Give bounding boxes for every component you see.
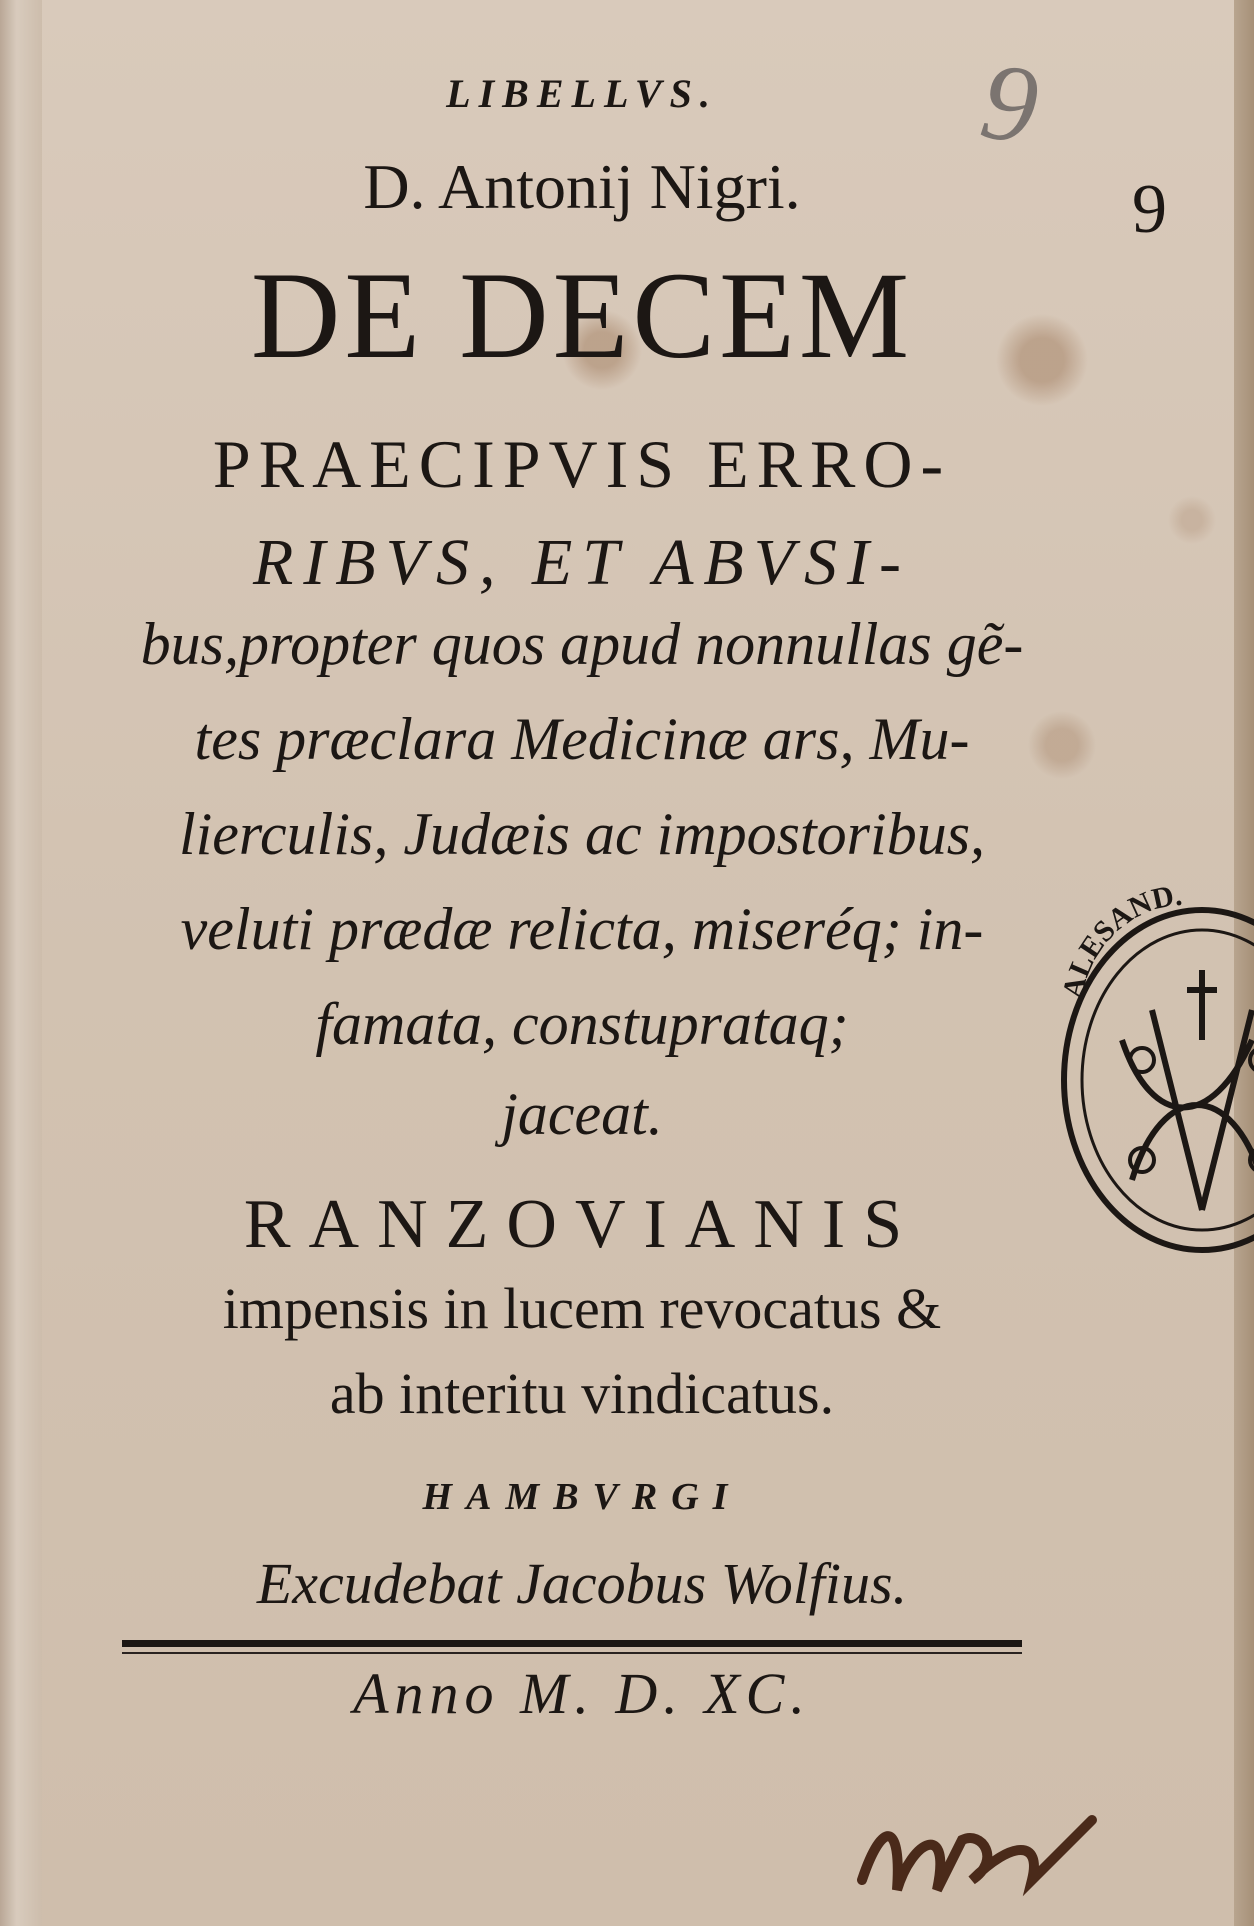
adjacent-page-edge	[0, 0, 44, 1926]
main-title: DE DECEM	[250, 247, 914, 384]
imprint-year: Anno M. D. XC.	[353, 1661, 811, 1726]
body-line-2: tes præclara Medicinæ ars, Mu-	[194, 706, 970, 772]
body-line-3: lierculis, Judæis ac impostoribus,	[178, 801, 986, 867]
libellus-heading: LIBELLVS.	[446, 71, 718, 116]
stamp-text: ALESAND.	[1056, 880, 1184, 1002]
imprint-rule	[122, 1640, 1022, 1647]
revival-note-line-2: ab interitu vindicatus.	[329, 1361, 835, 1426]
handwritten-ink-mark	[842, 1780, 1102, 1920]
patron-name: RANZOVIANIS	[243, 1186, 921, 1263]
title-line-2: PRAECIPVIS ERRO-	[212, 426, 952, 502]
body-line-4: veluti prædæ relicta, miseréq; in-	[180, 896, 984, 962]
body-line-5: famata, constuprataq;	[315, 991, 849, 1057]
revival-note-line-1: impensis in lucem revocatus &	[222, 1276, 942, 1341]
title-page	[42, 0, 1234, 1926]
printed-shelf-number: 9	[1132, 171, 1167, 248]
author-line: D. Antonij Nigri.	[363, 151, 801, 222]
body-line-6: jaceat.	[501, 1081, 663, 1147]
imprint-rule-thin	[122, 1652, 1022, 1654]
imprint-printer: Excudebat Jacobus Wolfius.	[256, 1551, 908, 1616]
pencil-page-number: 9	[973, 38, 1046, 168]
body-line-1: bus,propter quos apud nonnullas gẽ-	[140, 611, 1024, 677]
library-stamp	[1052, 880, 1254, 1260]
title-line-3: RIBVS, ET ABVSI-	[253, 526, 911, 599]
imprint-city: HAMBVRGI	[422, 1476, 742, 1518]
